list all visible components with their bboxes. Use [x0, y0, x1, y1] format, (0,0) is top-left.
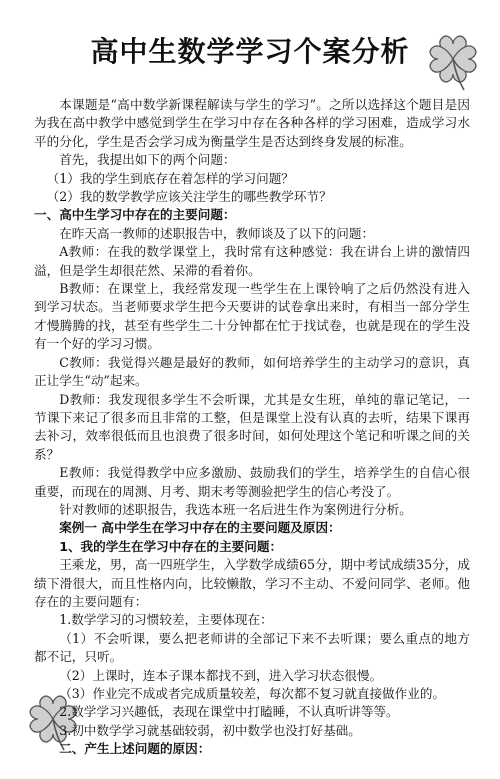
- paragraph: 在昨天高一教师的述职报告中，教师谈及了以下的问题：: [59, 225, 375, 241]
- teacher-d-paragraph: D教师：我发现很多学生不会听课，尤其是女生班，单纯的靠记笔记，一节课下来记了很多而且非常的工整，但是课堂上没有认真的去听，结果下课再去补习，效率很低而且也浪费了很多时间，如何处理这个笔记和听课之间的关系？: [34, 391, 470, 462]
- four-leaf-clover-icon: [422, 30, 484, 92]
- subsection-heading: 二、产生上述问题的原因：: [59, 741, 211, 757]
- teacher-a-paragraph: A教师：在我的数学课堂上，我时常有这种感觉：我在讲台上讲的激情四溢，但是学生却很茫然、呆滞的看着你。: [34, 244, 470, 278]
- paragraph: 针对教师的述职报告，我选本班一名后进生作为案例进行分析。: [59, 501, 412, 517]
- student-paragraph: 王乘龙，男，高一四班学生，入学数学成绩65分，期中考试成绩35分，成绩下滑很大，而且性格内向，比较懒散，学习不主动、不爱问同学、老师。他存在的主要问题有：: [34, 557, 470, 609]
- case-heading: 案例一 高中学生在学习中存在的主要问题及原因：: [59, 520, 341, 536]
- section-heading: 一、高中生学习中存在的主要问题：: [34, 207, 236, 223]
- teacher-c-paragraph: C教师：我觉得兴趣是最好的教师，如何培养学生的主动学习的意识，真正让学生“动”起来。: [34, 354, 470, 389]
- question-item: （2）我的数学教学应该关注学生的哪些教学环节？: [46, 189, 332, 205]
- paragraph: 首先，我提出如下的两个问题：: [59, 152, 236, 168]
- subsection-heading: 1、我的学生在学习中存在的主要问题：: [59, 538, 283, 554]
- question-item: （1）我的学生到底存在着怎样的学习问题？: [46, 170, 294, 186]
- list-item: （3）作业完不成或者完成质量较差，每次都不复习就直接做作业的。: [59, 686, 446, 701]
- teacher-b-paragraph: B教师：在课堂上，我经常发现一些学生在上课铃响了之后仍然没有进入到学习状态。当老师要求学生把今天要讲的试卷拿出来时，有相当一部分学生才慢腾腾的找，甚至有些学生二十分钟都在忙于找试卷，也就是现在的学生没有一个好的学习习惯。: [34, 281, 470, 352]
- teacher-e-paragraph: E教师：我觉得教学中应多激励、鼓励我们的学生，培养学生的自信心很重要，而现在的周测、月考、期末考等测验把学生的信心考没了。: [34, 465, 470, 499]
- list-item: 2.数学学习兴趣低，表现在课堂中打瞌睡，不认真听讲等等。: [59, 704, 399, 720]
- list-item: 1.数学学习的习惯较差，主要体现在：: [59, 612, 273, 628]
- list-item: （1）不会听课，要么把老师讲的全部记下来不去听课；要么重点的地方都不记，只听。: [34, 630, 470, 665]
- page-title: 高中生数学学习个案分析: [90, 35, 410, 68]
- list-item: （2）上课时，连本子课本都找不到，进入学习状态很慢。: [59, 667, 383, 683]
- document-body: [34, 96, 470, 759]
- list-item: 3.初中数学学习就基础较弱，初中数学也没打好基础。: [59, 722, 361, 738]
- intro-paragraph: 本课题是“高中数学新课程解读与学生的学习”。之所以选择这个题目是因为我在高中教学中感觉到学生在学习中存在各种各样的学习困难，造成学习水平的分化，学生是否会学习成为衡量学生是否达到终身发展的标准。: [34, 97, 470, 149]
